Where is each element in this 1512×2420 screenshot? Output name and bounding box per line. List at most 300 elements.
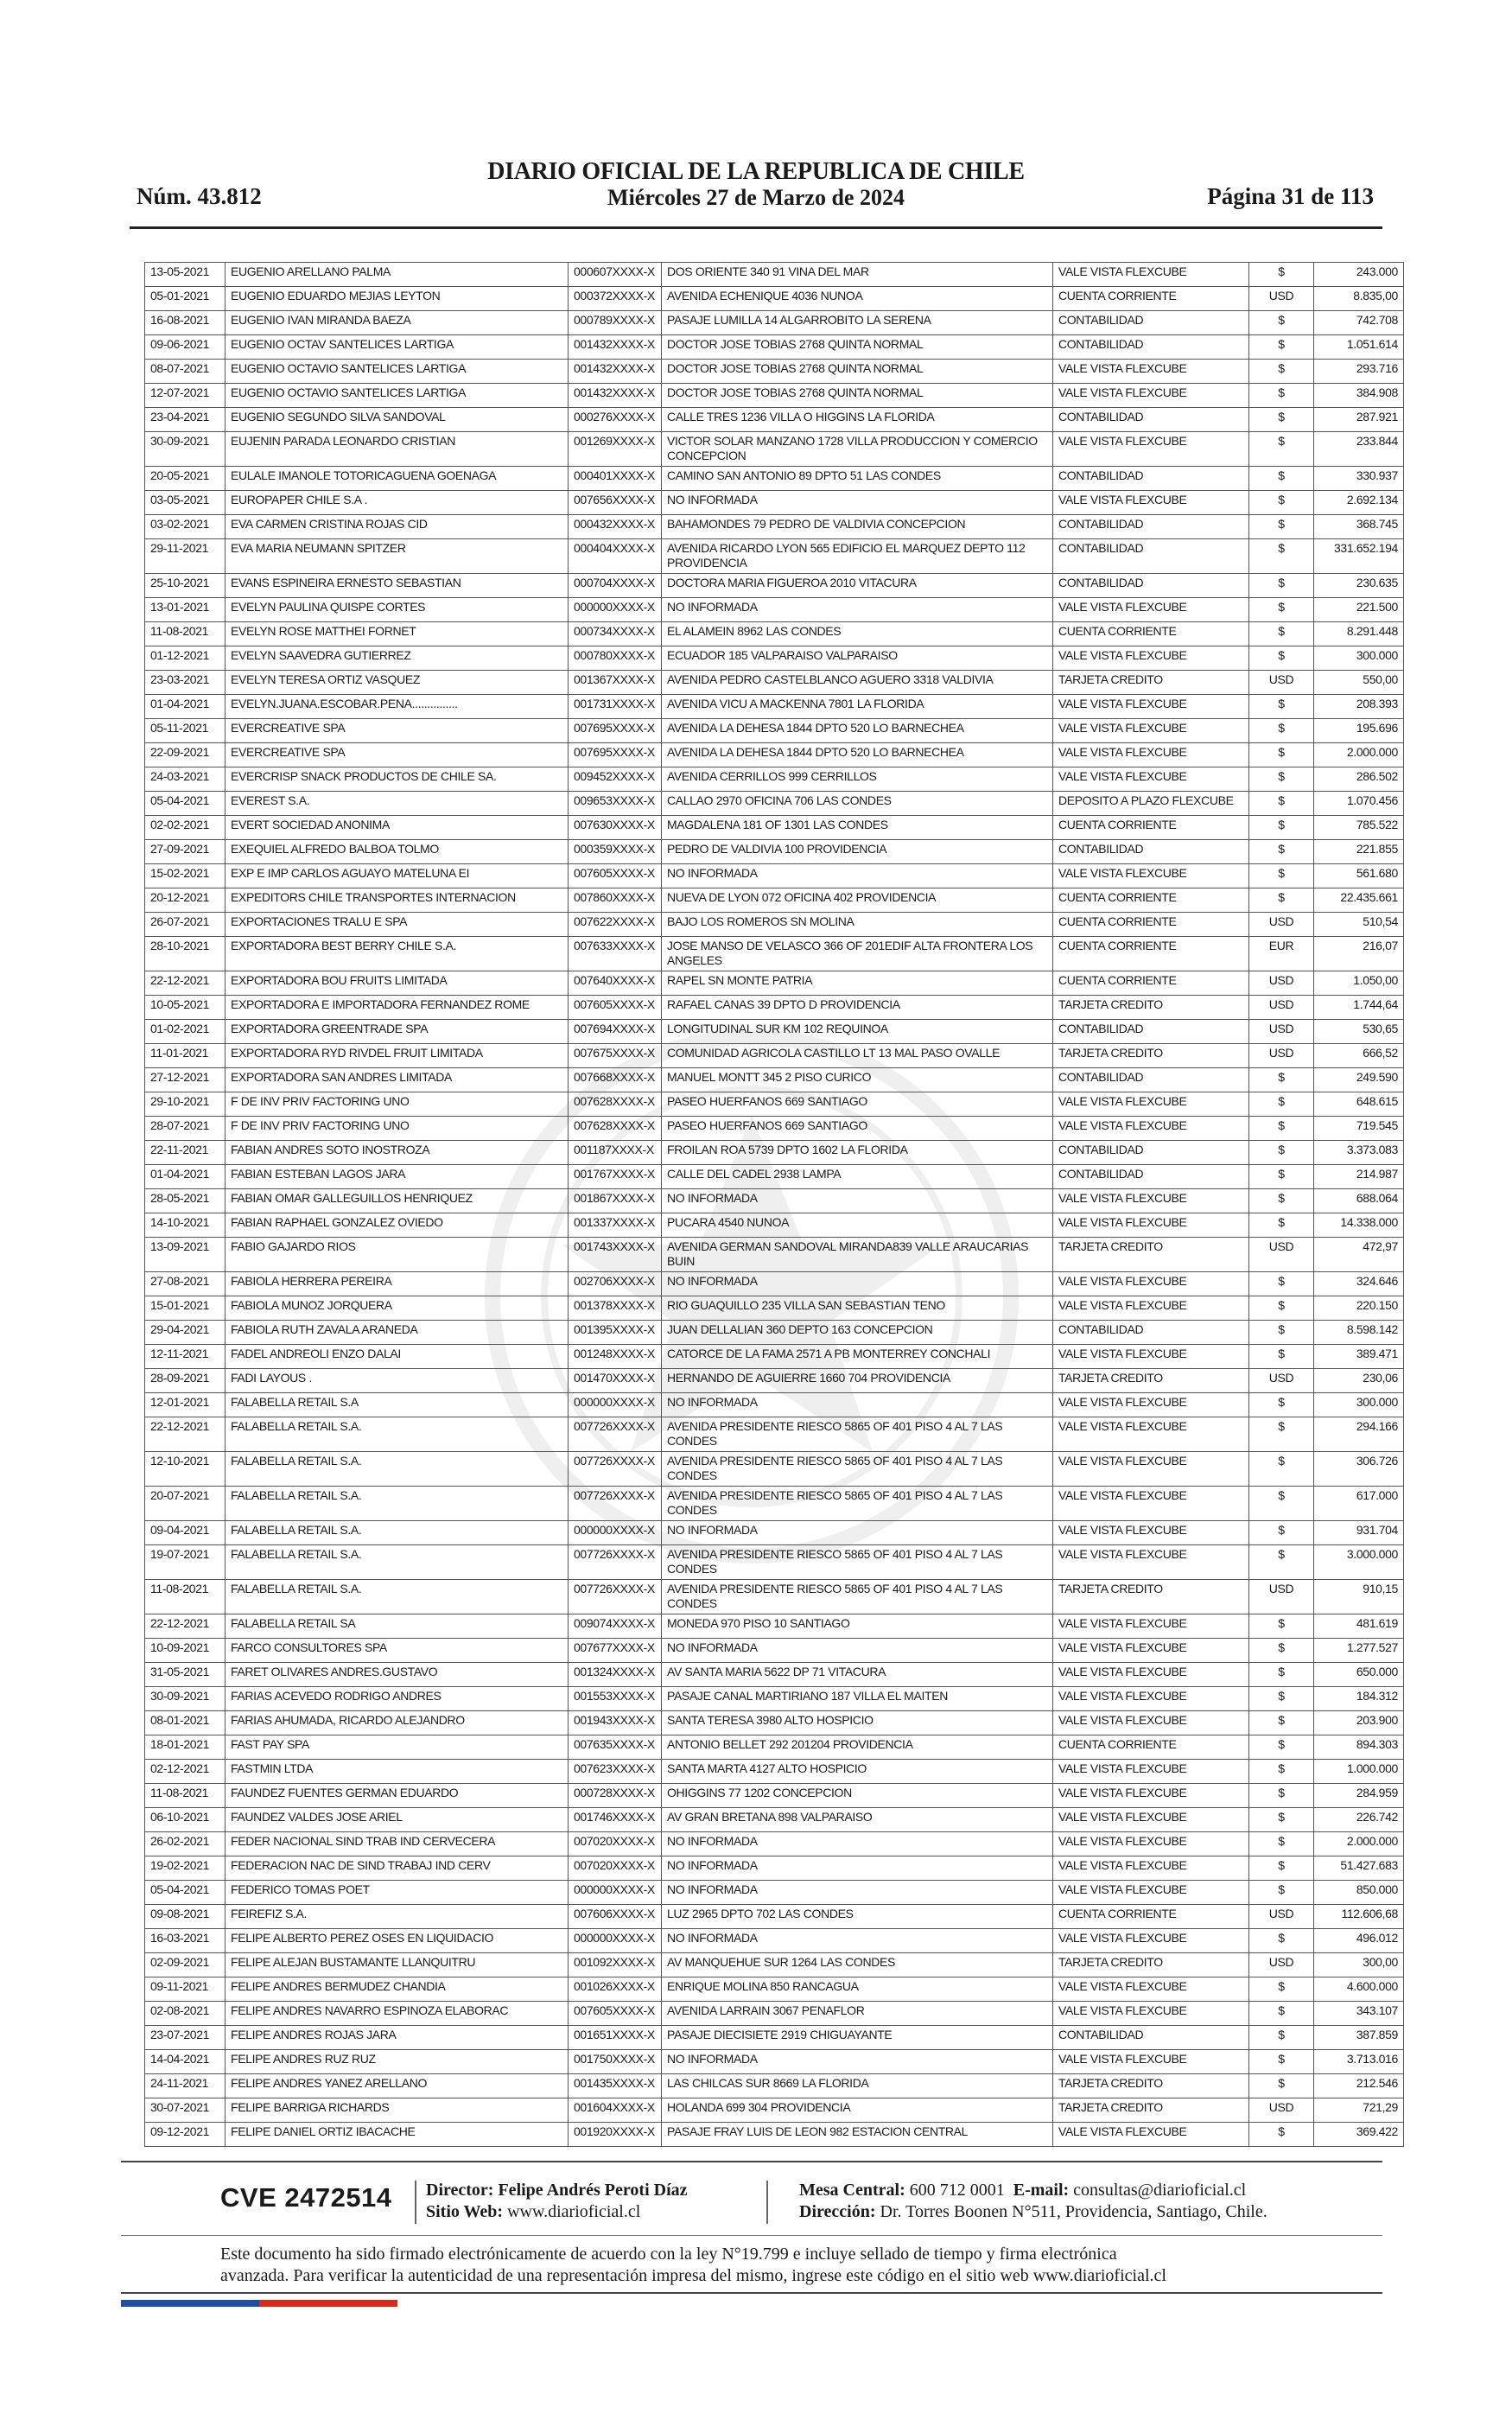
table-row bbox=[145, 1977, 1404, 2002]
table-row bbox=[145, 1711, 1404, 1735]
date-cell: 01-12-2021 bbox=[145, 646, 226, 671]
product-cell: TARJETA CREDITO bbox=[1053, 1369, 1249, 1393]
amount-cell: 4.600.000 bbox=[1314, 1977, 1404, 2002]
legal-notice-line: Este documento ha sido firmado electrónicamente de acuerdo con la ley N°19.799 e incluye sellado de tiempo y firma electrónica bbox=[220, 2245, 1117, 2264]
table-row bbox=[145, 1117, 1404, 1141]
id-cell: 007628XXXX-X bbox=[569, 1117, 662, 1141]
amount-cell: 530,65 bbox=[1314, 1020, 1404, 1044]
address-cell: RAPEL SN MONTE PATRIA bbox=[662, 971, 1053, 996]
beneficiary-cell: FARIAS ACEVEDO RODRIGO ANDRES bbox=[226, 1687, 569, 1711]
currency-cell: $ bbox=[1249, 1735, 1314, 1760]
table-row bbox=[145, 719, 1404, 743]
amount-cell: 1.050,00 bbox=[1314, 971, 1404, 996]
beneficiary-cell: EUROPAPER CHILE S.A . bbox=[226, 491, 569, 515]
date-cell: 06-10-2021 bbox=[145, 1808, 226, 1832]
amount-cell: 910,15 bbox=[1314, 1580, 1404, 1614]
address-value: Dr. Torres Boonen N°511, Providencia, Santiago, Chile. bbox=[880, 2202, 1267, 2221]
date-cell: 10-05-2021 bbox=[145, 996, 226, 1020]
amount-cell: 389.471 bbox=[1314, 1345, 1404, 1369]
id-cell: 000734XXXX-X bbox=[569, 622, 662, 646]
id-cell: 001867XXXX-X bbox=[569, 1189, 662, 1213]
date-cell: 09-12-2021 bbox=[145, 2123, 226, 2147]
product-cell: VALE VISTA FLEXCUBE bbox=[1053, 360, 1249, 384]
product-cell: CUENTA CORRIENTE bbox=[1053, 1905, 1249, 1929]
footer-separator bbox=[766, 2181, 768, 2224]
beneficiary-cell: EXPORTADORA SAN ANDRES LIMITADA bbox=[226, 1068, 569, 1092]
id-cell: 007695XXXX-X bbox=[569, 719, 662, 743]
product-cell: TARJETA CREDITO bbox=[1053, 671, 1249, 695]
product-cell: VALE VISTA FLEXCUBE bbox=[1053, 1296, 1249, 1321]
date-cell: 11-08-2021 bbox=[145, 622, 226, 646]
address-cell: AVENIDA LARRAIN 3067 PENAFLOR bbox=[662, 2002, 1053, 2026]
currency-cell: $ bbox=[1249, 311, 1314, 335]
currency-cell: USD bbox=[1249, 1369, 1314, 1393]
product-cell: VALE VISTA FLEXCUBE bbox=[1053, 1213, 1249, 1238]
product-cell: VALE VISTA FLEXCUBE bbox=[1053, 1117, 1249, 1141]
product-cell: VALE VISTA FLEXCUBE bbox=[1053, 767, 1249, 792]
currency-cell: $ bbox=[1249, 1881, 1314, 1905]
amount-cell: 2.000.000 bbox=[1314, 1832, 1404, 1856]
address-cell: PASAJE LUMILLA 14 ALGARROBITO LA SERENA bbox=[662, 311, 1053, 335]
address-cell: NO INFORMADA bbox=[662, 2050, 1053, 2074]
currency-cell: $ bbox=[1249, 1832, 1314, 1856]
footer-contact-block bbox=[799, 2180, 1267, 2223]
date-cell: 12-11-2021 bbox=[145, 1345, 226, 1369]
product-cell: CONTABILIDAD bbox=[1053, 467, 1249, 491]
beneficiary-cell: EUGENIO IVAN MIRANDA BAEZA bbox=[226, 311, 569, 335]
amount-cell: 230.635 bbox=[1314, 574, 1404, 598]
beneficiary-cell: FEIREFIZ S.A. bbox=[226, 1905, 569, 1929]
table-row bbox=[145, 491, 1404, 515]
product-cell: VALE VISTA FLEXCUBE bbox=[1053, 1417, 1249, 1452]
id-cell: 001432XXXX-X bbox=[569, 384, 662, 408]
currency-cell: USD bbox=[1249, 996, 1314, 1020]
table-row bbox=[145, 1165, 1404, 1189]
currency-cell: $ bbox=[1249, 743, 1314, 767]
id-cell: 001767XXXX-X bbox=[569, 1165, 662, 1189]
address-cell: PUCARA 4540 NUNOA bbox=[662, 1213, 1053, 1238]
table-row bbox=[145, 767, 1404, 792]
id-cell: 001026XXXX-X bbox=[569, 1977, 662, 2002]
flag-red-segment bbox=[259, 2300, 397, 2307]
table-row bbox=[145, 1393, 1404, 1417]
id-cell: 000359XXXX-X bbox=[569, 840, 662, 864]
address-cell: NO INFORMADA bbox=[662, 864, 1053, 888]
amount-cell: 496.012 bbox=[1314, 1929, 1404, 1953]
beneficiary-cell: EVERT SOCIEDAD ANONIMA bbox=[226, 816, 569, 840]
currency-cell: $ bbox=[1249, 695, 1314, 719]
address-cell: AVENIDA RICARDO LYON 565 EDIFICIO EL MARQUEZ DEPTO 112 PROVIDENCIA bbox=[662, 539, 1053, 574]
id-cell: 009452XXXX-X bbox=[569, 767, 662, 792]
table-row bbox=[145, 816, 1404, 840]
currency-cell: $ bbox=[1249, 1856, 1314, 1881]
address-cell: AVENIDA ECHENIQUE 4036 NUNOA bbox=[662, 287, 1053, 311]
date-cell: 13-05-2021 bbox=[145, 263, 226, 287]
address-cell: NO INFORMADA bbox=[662, 598, 1053, 622]
table-row bbox=[145, 1521, 1404, 1545]
address-cell: CAMINO SAN ANTONIO 89 DPTO 51 LAS CONDES bbox=[662, 467, 1053, 491]
address-cell: PASEO HUERFANOS 669 SANTIAGO bbox=[662, 1117, 1053, 1141]
id-cell: 007640XXXX-X bbox=[569, 971, 662, 996]
product-cell: TARJETA CREDITO bbox=[1053, 996, 1249, 1020]
amount-cell: 481.619 bbox=[1314, 1614, 1404, 1639]
id-cell: 001187XXXX-X bbox=[569, 1141, 662, 1165]
id-cell: 001432XXXX-X bbox=[569, 335, 662, 360]
amount-cell: 324.646 bbox=[1314, 1272, 1404, 1296]
id-cell: 000000XXXX-X bbox=[569, 1929, 662, 1953]
table-row bbox=[145, 2074, 1404, 2098]
address-cell: PASAJE CANAL MARTIRIANO 187 VILLA EL MAITEN bbox=[662, 1687, 1053, 1711]
amount-cell: 293.716 bbox=[1314, 360, 1404, 384]
currency-cell: $ bbox=[1249, 646, 1314, 671]
id-cell: 000276XXXX-X bbox=[569, 408, 662, 432]
id-cell: 001604XXXX-X bbox=[569, 2098, 662, 2123]
product-cell: VALE VISTA FLEXCUBE bbox=[1053, 1760, 1249, 1784]
currency-cell: $ bbox=[1249, 1452, 1314, 1487]
table-row bbox=[145, 1929, 1404, 1953]
date-cell: 22-09-2021 bbox=[145, 743, 226, 767]
product-cell: CONTABILIDAD bbox=[1053, 515, 1249, 539]
address-cell: NO INFORMADA bbox=[662, 491, 1053, 515]
date-cell: 27-08-2021 bbox=[145, 1272, 226, 1296]
footer-separator bbox=[415, 2181, 416, 2224]
beneficiary-cell: FALABELLA RETAIL S.A. bbox=[226, 1545, 569, 1580]
product-cell: CONTABILIDAD bbox=[1053, 1020, 1249, 1044]
currency-cell: $ bbox=[1249, 864, 1314, 888]
address-cell: AVENIDA LA DEHESA 1844 DPTO 520 LO BARNECHEA bbox=[662, 743, 1053, 767]
id-cell: 000704XXXX-X bbox=[569, 574, 662, 598]
date-cell: 09-11-2021 bbox=[145, 1977, 226, 2002]
table-body bbox=[145, 263, 1404, 2147]
director-label: Director: bbox=[426, 2181, 494, 2200]
product-cell: VALE VISTA FLEXCUBE bbox=[1053, 432, 1249, 467]
footer-divider-top bbox=[121, 2161, 1382, 2162]
id-cell: 001435XXXX-X bbox=[569, 2074, 662, 2098]
chile-flag-stripe bbox=[121, 2300, 397, 2307]
product-cell: CONTABILIDAD bbox=[1053, 1321, 1249, 1345]
date-cell: 16-08-2021 bbox=[145, 311, 226, 335]
table-row bbox=[145, 539, 1404, 574]
date-cell: 11-08-2021 bbox=[145, 1580, 226, 1614]
address-cell: PASAJE FRAY LUIS DE LEON 982 ESTACION CENTRAL bbox=[662, 2123, 1053, 2147]
currency-cell: USD bbox=[1249, 1044, 1314, 1068]
beneficiary-cell: EUJENIN PARADA LEONARDO CRISTIAN bbox=[226, 432, 569, 467]
table-row bbox=[145, 913, 1404, 937]
beneficiary-cell: EXPORTADORA BOU FRUITS LIMITADA bbox=[226, 971, 569, 996]
product-cell: VALE VISTA FLEXCUBE bbox=[1053, 2050, 1249, 2074]
beneficiary-cell: EVA MARIA NEUMANN SPITZER bbox=[226, 539, 569, 574]
date-cell: 01-04-2021 bbox=[145, 695, 226, 719]
currency-cell: USD bbox=[1249, 1020, 1314, 1044]
beneficiary-cell: EUGENIO OCTAV SANTELICES LARTIGA bbox=[226, 335, 569, 360]
address-cell: NO INFORMADA bbox=[662, 1393, 1053, 1417]
table-row bbox=[145, 287, 1404, 311]
product-cell: VALE VISTA FLEXCUBE bbox=[1053, 1189, 1249, 1213]
date-cell: 30-09-2021 bbox=[145, 1687, 226, 1711]
date-cell: 09-06-2021 bbox=[145, 335, 226, 360]
amount-cell: 343.107 bbox=[1314, 2002, 1404, 2026]
footer-divider-mid bbox=[121, 2235, 1382, 2236]
beneficiary-cell: FABIAN ESTEBAN LAGOS JARA bbox=[226, 1165, 569, 1189]
amount-cell: 8.291.448 bbox=[1314, 622, 1404, 646]
date-cell: 11-08-2021 bbox=[145, 1784, 226, 1808]
beneficiary-cell: FALABELLA RETAIL S.A. bbox=[226, 1452, 569, 1487]
date-cell: 31-05-2021 bbox=[145, 1663, 226, 1687]
date-cell: 05-01-2021 bbox=[145, 287, 226, 311]
currency-cell: $ bbox=[1249, 1321, 1314, 1345]
id-cell: 001920XXXX-X bbox=[569, 2123, 662, 2147]
table-row bbox=[145, 1068, 1404, 1092]
product-cell: VALE VISTA FLEXCUBE bbox=[1053, 1784, 1249, 1808]
product-cell: CONTABILIDAD bbox=[1053, 539, 1249, 574]
product-cell: VALE VISTA FLEXCUBE bbox=[1053, 1614, 1249, 1639]
product-cell: VALE VISTA FLEXCUBE bbox=[1053, 1808, 1249, 1832]
product-cell: CONTABILIDAD bbox=[1053, 335, 1249, 360]
id-cell: 007605XXXX-X bbox=[569, 864, 662, 888]
id-cell: 000372XXXX-X bbox=[569, 287, 662, 311]
beneficiary-cell: FALABELLA RETAIL S.A. bbox=[226, 1521, 569, 1545]
address-cell: AVENIDA PRESIDENTE RIESCO 5865 OF 401 PISO 4 AL 7 LAS CONDES bbox=[662, 1580, 1053, 1614]
address-cell: NO INFORMADA bbox=[662, 1521, 1053, 1545]
address-cell: AVENIDA PRESIDENTE RIESCO 5865 OF 401 PISO 4 AL 7 LAS CONDES bbox=[662, 1545, 1053, 1580]
beneficiary-cell: EUGENIO EDUARDO MEJIAS LEYTON bbox=[226, 287, 569, 311]
currency-cell: $ bbox=[1249, 1639, 1314, 1663]
currency-cell: $ bbox=[1249, 1296, 1314, 1321]
amount-cell: 550,00 bbox=[1314, 671, 1404, 695]
amount-cell: 300.000 bbox=[1314, 646, 1404, 671]
amount-cell: 8.598.142 bbox=[1314, 1321, 1404, 1345]
table-row bbox=[145, 2026, 1404, 2050]
amount-cell: 3.713.016 bbox=[1314, 2050, 1404, 2074]
product-cell: VALE VISTA FLEXCUBE bbox=[1053, 1711, 1249, 1735]
date-cell: 28-07-2021 bbox=[145, 1117, 226, 1141]
beneficiary-cell: FALABELLA RETAIL S.A bbox=[226, 1393, 569, 1417]
product-cell: CONTABILIDAD bbox=[1053, 408, 1249, 432]
date-cell: 28-09-2021 bbox=[145, 1369, 226, 1393]
currency-cell: $ bbox=[1249, 384, 1314, 408]
product-cell: VALE VISTA FLEXCUBE bbox=[1053, 1452, 1249, 1487]
beneficiary-cell: EUGENIO OCTAVIO SANTELICES LARTIGA bbox=[226, 384, 569, 408]
id-cell: 007675XXXX-X bbox=[569, 1044, 662, 1068]
address-cell: NO INFORMADA bbox=[662, 1929, 1053, 1953]
currency-cell: $ bbox=[1249, 1272, 1314, 1296]
website-value[interactable]: www.diarioficial.cl bbox=[507, 2202, 641, 2221]
beneficiary-cell: FALABELLA RETAIL S.A. bbox=[226, 1487, 569, 1521]
date-cell: 28-10-2021 bbox=[145, 937, 226, 971]
date-cell: 02-08-2021 bbox=[145, 2002, 226, 2026]
table-row bbox=[145, 1452, 1404, 1487]
id-cell: 000000XXXX-X bbox=[569, 598, 662, 622]
amount-cell: 22.435.661 bbox=[1314, 888, 1404, 913]
currency-cell: USD bbox=[1249, 1905, 1314, 1929]
beneficiary-cell: EVA CARMEN CRISTINA ROJAS CID bbox=[226, 515, 569, 539]
beneficiary-cell: FELIPE BARRIGA RICHARDS bbox=[226, 2098, 569, 2123]
address-cell: AVENIDA GERMAN SANDOVAL MIRANDA839 VALLE ARAUCARIAS BUIN bbox=[662, 1238, 1053, 1272]
date-cell: 09-04-2021 bbox=[145, 1521, 226, 1545]
beneficiary-cell: FELIPE ANDRES NAVARRO ESPINOZA ELABORAC bbox=[226, 2002, 569, 2026]
table-row bbox=[145, 515, 1404, 539]
amount-cell: 384.908 bbox=[1314, 384, 1404, 408]
date-cell: 02-12-2021 bbox=[145, 1760, 226, 1784]
currency-cell: USD bbox=[1249, 913, 1314, 937]
currency-cell: $ bbox=[1249, 491, 1314, 515]
product-cell: CUENTA CORRIENTE bbox=[1053, 1735, 1249, 1760]
amount-cell: 203.900 bbox=[1314, 1711, 1404, 1735]
address-cell: NO INFORMADA bbox=[662, 1639, 1053, 1663]
flag-blue-segment bbox=[121, 2300, 259, 2307]
table-row bbox=[145, 671, 1404, 695]
product-cell: VALE VISTA FLEXCUBE bbox=[1053, 1521, 1249, 1545]
date-cell: 16-03-2021 bbox=[145, 1929, 226, 1953]
id-cell: 007020XXXX-X bbox=[569, 1832, 662, 1856]
address-cell: MANUEL MONTT 345 2 PISO CURICO bbox=[662, 1068, 1053, 1092]
beneficiary-cell: EXPORTADORA RYD RIVDEL FRUIT LIMITADA bbox=[226, 1044, 569, 1068]
beneficiary-cell: FABIAN OMAR GALLEGUILLOS HENRIQUEZ bbox=[226, 1189, 569, 1213]
product-cell: VALE VISTA FLEXCUBE bbox=[1053, 1687, 1249, 1711]
id-cell: 009074XXXX-X bbox=[569, 1614, 662, 1639]
id-cell: 001378XXXX-X bbox=[569, 1296, 662, 1321]
beneficiary-cell: FELIPE ANDRES BERMUDEZ CHANDIA bbox=[226, 1977, 569, 2002]
currency-cell: $ bbox=[1249, 598, 1314, 622]
currency-cell: USD bbox=[1249, 287, 1314, 311]
product-cell: VALE VISTA FLEXCUBE bbox=[1053, 1832, 1249, 1856]
currency-cell: $ bbox=[1249, 467, 1314, 491]
address-cell: AVENIDA PRESIDENTE RIESCO 5865 OF 401 PISO 4 AL 7 LAS CONDES bbox=[662, 1417, 1053, 1452]
product-cell: TARJETA CREDITO bbox=[1053, 1953, 1249, 1977]
product-cell: CUENTA CORRIENTE bbox=[1053, 287, 1249, 311]
id-cell: 007630XXXX-X bbox=[569, 816, 662, 840]
address-cell: MONEDA 970 PISO 10 SANTIAGO bbox=[662, 1614, 1053, 1639]
currency-cell: $ bbox=[1249, 1977, 1314, 2002]
id-cell: 000000XXXX-X bbox=[569, 1881, 662, 1905]
masthead-title: DIARIO OFICIAL DE LA REPUBLICA DE CHILE bbox=[487, 158, 1025, 185]
date-cell: 24-11-2021 bbox=[145, 2074, 226, 2098]
table-row bbox=[145, 1784, 1404, 1808]
date-cell: 05-11-2021 bbox=[145, 719, 226, 743]
email-value[interactable]: consultas@diarioficial.cl bbox=[1073, 2181, 1247, 2200]
address-cell: AV SANTA MARIA 5622 DP 71 VITACURA bbox=[662, 1663, 1053, 1687]
table-row bbox=[145, 937, 1404, 971]
date-cell: 23-03-2021 bbox=[145, 671, 226, 695]
amount-cell: 688.064 bbox=[1314, 1189, 1404, 1213]
table-row bbox=[145, 996, 1404, 1020]
amount-cell: 894.303 bbox=[1314, 1735, 1404, 1760]
product-cell: TARJETA CREDITO bbox=[1053, 1238, 1249, 1272]
id-cell: 007628XXXX-X bbox=[569, 1092, 662, 1117]
address-cell: HERNANDO DE AGUIERRE 1660 704 PROVIDENCIA bbox=[662, 1369, 1053, 1393]
amount-cell: 14.338.000 bbox=[1314, 1213, 1404, 1238]
beneficiary-cell: EVELYN PAULINA QUISPE CORTES bbox=[226, 598, 569, 622]
beneficiary-cell: EVELYN ROSE MATTHEI FORNET bbox=[226, 622, 569, 646]
product-cell: CUENTA CORRIENTE bbox=[1053, 971, 1249, 996]
date-cell: 18-01-2021 bbox=[145, 1735, 226, 1760]
id-cell: 001750XXXX-X bbox=[569, 2050, 662, 2074]
table-row bbox=[145, 598, 1404, 622]
currency-cell: $ bbox=[1249, 1393, 1314, 1417]
table-row bbox=[145, 1663, 1404, 1687]
header-divider bbox=[130, 226, 1382, 229]
table-row bbox=[145, 1580, 1404, 1614]
date-cell: 12-07-2021 bbox=[145, 384, 226, 408]
currency-cell: $ bbox=[1249, 263, 1314, 287]
date-cell: 02-02-2021 bbox=[145, 816, 226, 840]
table-row bbox=[145, 1808, 1404, 1832]
address-cell: DOS ORIENTE 340 91 VINA DEL MAR bbox=[662, 263, 1053, 287]
amount-cell: 243.000 bbox=[1314, 263, 1404, 287]
amount-cell: 2.692.134 bbox=[1314, 491, 1404, 515]
amount-cell: 51.427.683 bbox=[1314, 1856, 1404, 1881]
table-row bbox=[145, 1272, 1404, 1296]
date-cell: 26-02-2021 bbox=[145, 1832, 226, 1856]
amount-cell: 230,06 bbox=[1314, 1369, 1404, 1393]
currency-cell: USD bbox=[1249, 671, 1314, 695]
address-cell: DOCTORA MARIA FIGUEROA 2010 VITACURA bbox=[662, 574, 1053, 598]
product-cell: VALE VISTA FLEXCUBE bbox=[1053, 1856, 1249, 1881]
product-cell: VALE VISTA FLEXCUBE bbox=[1053, 1929, 1249, 1953]
date-cell: 13-09-2021 bbox=[145, 1238, 226, 1272]
date-cell: 12-01-2021 bbox=[145, 1393, 226, 1417]
table-row bbox=[145, 888, 1404, 913]
product-cell: VALE VISTA FLEXCUBE bbox=[1053, 719, 1249, 743]
amount-cell: 208.393 bbox=[1314, 695, 1404, 719]
id-cell: 007726XXXX-X bbox=[569, 1452, 662, 1487]
date-cell: 05-04-2021 bbox=[145, 792, 226, 816]
product-cell: VALE VISTA FLEXCUBE bbox=[1053, 1545, 1249, 1580]
beneficiary-cell: FADI LAYOUS . bbox=[226, 1369, 569, 1393]
amount-cell: 221.500 bbox=[1314, 598, 1404, 622]
currency-cell: $ bbox=[1249, 719, 1314, 743]
id-cell: 000404XXXX-X bbox=[569, 539, 662, 574]
currency-cell: $ bbox=[1249, 840, 1314, 864]
id-cell: 001731XXXX-X bbox=[569, 695, 662, 719]
currency-cell: $ bbox=[1249, 2074, 1314, 2098]
address-cell: SANTA TERESA 3980 ALTO HOSPICIO bbox=[662, 1711, 1053, 1735]
id-cell: 000607XXXX-X bbox=[569, 263, 662, 287]
table-row bbox=[145, 646, 1404, 671]
table-row bbox=[145, 335, 1404, 360]
amount-cell: 214.987 bbox=[1314, 1165, 1404, 1189]
id-cell: 000789XXXX-X bbox=[569, 311, 662, 335]
address-cell: CALLAO 2970 OFICINA 706 LAS CONDES bbox=[662, 792, 1053, 816]
id-cell: 007860XXXX-X bbox=[569, 888, 662, 913]
beneficiary-cell: EVELYN.JUANA.ESCOBAR.PENA............... bbox=[226, 695, 569, 719]
product-cell: CONTABILIDAD bbox=[1053, 1068, 1249, 1092]
amount-cell: 1.000.000 bbox=[1314, 1760, 1404, 1784]
beneficiary-cell: FARCO CONSULTORES SPA bbox=[226, 1639, 569, 1663]
amount-cell: 249.590 bbox=[1314, 1068, 1404, 1092]
table-row bbox=[145, 1760, 1404, 1784]
id-cell: 007677XXXX-X bbox=[569, 1639, 662, 1663]
table-row bbox=[145, 1735, 1404, 1760]
website-label: Sitio Web: bbox=[426, 2202, 504, 2221]
date-cell: 22-12-2021 bbox=[145, 971, 226, 996]
table-row bbox=[145, 1881, 1404, 1905]
product-cell: VALE VISTA FLEXCUBE bbox=[1053, 646, 1249, 671]
date-cell: 05-04-2021 bbox=[145, 1881, 226, 1905]
beneficiary-cell: FELIPE DANIEL ORTIZ IBACACHE bbox=[226, 2123, 569, 2147]
address-cell: DOCTOR JOSE TOBIAS 2768 QUINTA NORMAL bbox=[662, 384, 1053, 408]
address-cell: NO INFORMADA bbox=[662, 1856, 1053, 1881]
amount-cell: 287.921 bbox=[1314, 408, 1404, 432]
address-cell: AVENIDA PRESIDENTE RIESCO 5865 OF 401 PISO 4 AL 7 LAS CONDES bbox=[662, 1487, 1053, 1521]
product-cell: VALE VISTA FLEXCUBE bbox=[1053, 491, 1249, 515]
currency-cell: $ bbox=[1249, 1521, 1314, 1545]
beneficiary-cell: FASTMIN LTDA bbox=[226, 1760, 569, 1784]
amount-cell: 742.708 bbox=[1314, 311, 1404, 335]
table-row bbox=[145, 263, 1404, 287]
beneficiary-cell: EUGENIO SEGUNDO SILVA SANDOVAL bbox=[226, 408, 569, 432]
table-row bbox=[145, 1141, 1404, 1165]
